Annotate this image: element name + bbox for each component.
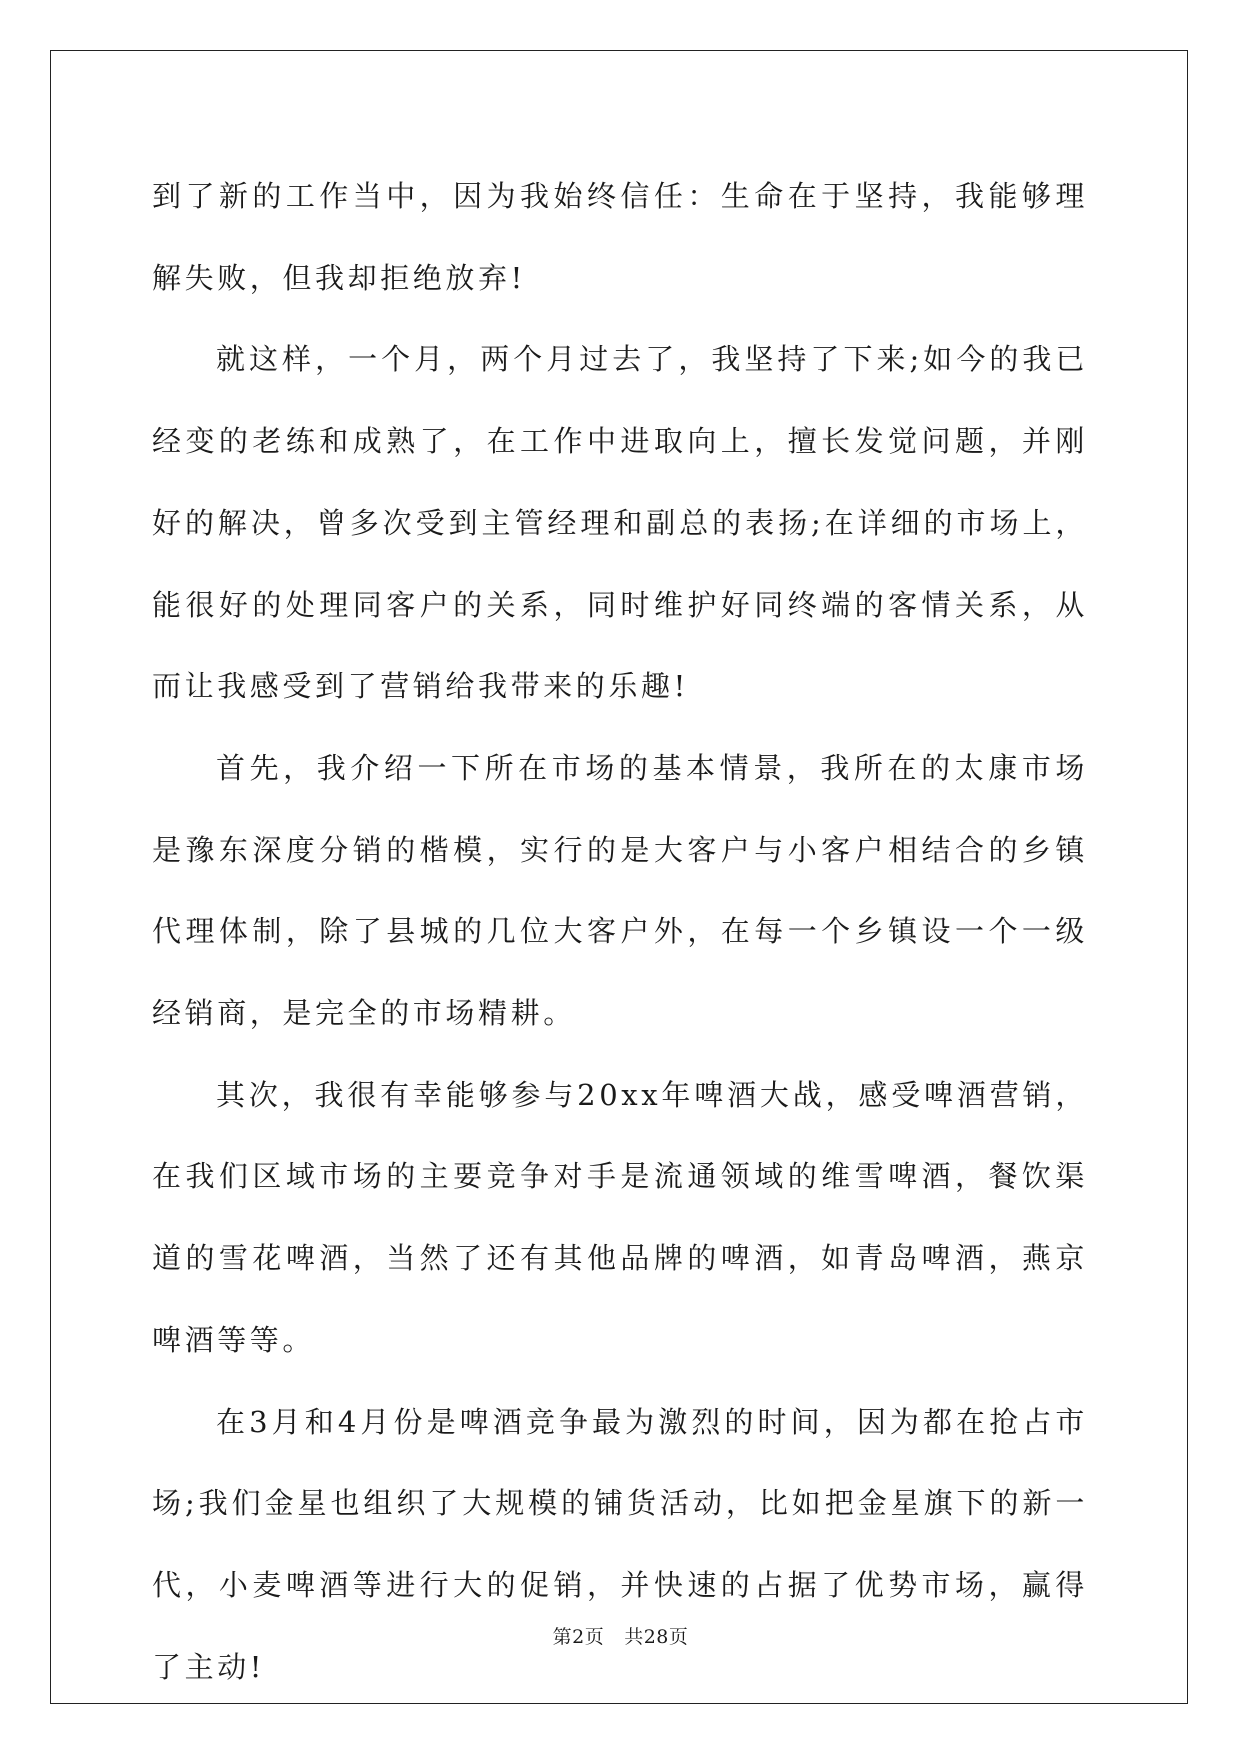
page-total: 共28页 — [624, 1626, 689, 1648]
paragraph-4: 其次，我很有幸能够参与20xx年啤酒大战，感受啤酒营销，在我们区域市场的主要竞争对手是流通领域的维雪啤酒，餐饮渠道的雪花啤酒，当然了还有其他品牌的啤酒，如青岛啤酒，燕京啤酒等等。 — [152, 1077, 1088, 1357]
paragraph-1: 到了新的工作当中，因为我始终信任：生命在于坚持，我能够理解失败，但我却拒绝放弃! — [152, 179, 1088, 295]
paragraph-5: 在3月和4月份是啤酒竞争最为激烈的时间，因为都在抢占市场;我们金星也组织了大规模的铺货活动，比如把金星旗下的新一代，小麦啤酒等进行大的促销，并快速的占据了优势市场，赢得了主动! — [152, 1404, 1088, 1684]
document-body — [152, 156, 1088, 1708]
page-footer — [0, 1622, 1241, 1649]
paragraph-3: 首先，我介绍一下所在市场的基本情景，我所在的太康市场是豫东深度分销的楷模，实行的是大客户与小客户相结合的乡镇代理体制，除了县城的几位大客户外，在每一个乡镇设一个一级经销商，是完全的市场精耕。 — [152, 750, 1088, 1031]
paragraph-2: 就这样，一个月，两个月过去了，我坚持了下来;如今的我已经变的老练和成熟了，在工作中进取向上，擅长发觉问题，并刚好的解决，曾多次受到主管经理和副总的表扬;在详细的市场上，能很好的处理同客户的关系，同时维护好同终端的客情关系，从而让我感受到了营销给我带来的乐趣! — [152, 342, 1088, 704]
page-number: 第2页 — [552, 1626, 605, 1648]
